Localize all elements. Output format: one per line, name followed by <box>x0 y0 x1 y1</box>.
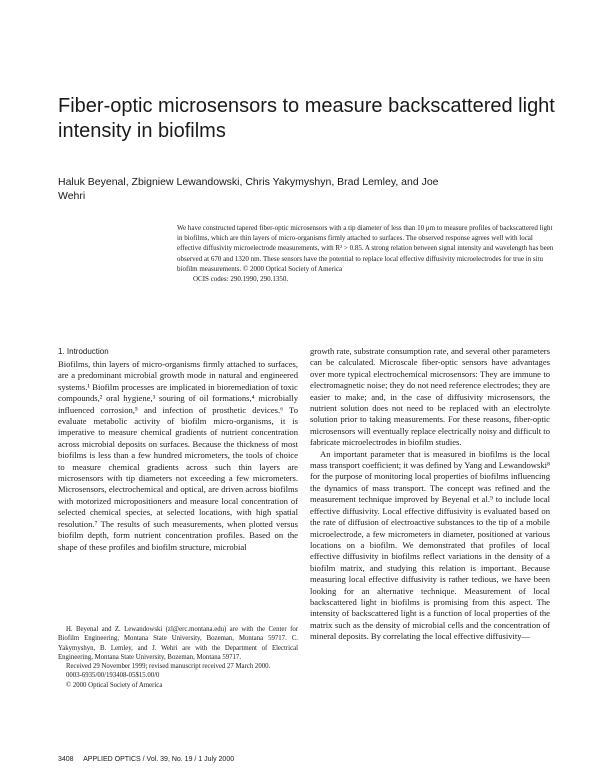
body-paragraph: growth rate, substrate consumption rate, and several other parameters can be calculated. Microscale fiber-optic sensors have advantages over more typical electrochemical microsensors: They are immune to electromagnetic noise; they do not need reference electrodes; they are easier to make; and, in the case of diffusivity microsensors, the nutrient solution does not need to be replaced with an electrolyte solution prior to taking measurements. For these reasons, fiber-optic microsensors will eventually replace electrically noisy and difficult to fabricate microelectrodes in biofilm studies. <box>310 346 550 448</box>
page-number: 3408 <box>58 756 74 763</box>
footnote-affiliation: H. Beyenal and Z. Lewandowski (zl@erc.montana.edu) are with the Center for Biofilm Engineering, Montana State University, Bozeman, Montana 59717. C. Yakymyshyn, B. Lemley, and J. Wehri are with the Department of Electrical Engineering, Montana State University, Bozeman, Montana 59717. <box>58 626 298 661</box>
footnote-copyright: © 2000 Optical Society of America <box>66 681 163 689</box>
left-column <box>58 346 298 553</box>
journal-citation: APPLIED OPTICS / Vol. 39, No. 19 / 1 July 2000 <box>83 756 235 763</box>
abstract <box>177 223 557 284</box>
affiliation-footnote <box>58 625 298 690</box>
abstract-text: We have constructed tapered fiber-optic microsensors with a tip diameter of less than 10 μm to measure profiles of backscattered light in biofilms, which are thin layers of micro-organisms firmly attached to surfaces. The observed response agrees well with local effective diffusivity microelectrode measurements, with R² > 0.85. A strong relation between signal intensity and wavelength has been observed at 670 and 1320 nm. These sensors have the potential to replace local effective diffusivity microelectrodes for true in situ biofilm measurements. © 2000 Optical Society of America <box>177 224 554 273</box>
right-column <box>310 346 550 643</box>
ocis-codes: OCIS codes: 290.1990, 290.1350. <box>193 275 289 284</box>
author-list: Haluk Beyenal, Zbigniew Lewandowski, Chris Yakymyshyn, Brad Lemley, and Joe Wehri <box>58 176 439 202</box>
paper-title: Fiber-optic microsensors to measure backscattered light intensity in biofilms <box>58 95 555 142</box>
body-paragraph: Biofilms, thin layers of micro-organisms firmly attached to surfaces, are a predominant microbial growth mode in natural and engineered systems.¹ Biofilm processes are implicated in bioremediation of toxic compounds,² oral hygiene,³ souring of oil formations,⁴ microbially influenced corrosion,⁵ and infection of prosthetic devices.⁶ To evaluate metabolic activity of biofilm micro-organisms, it is imperative to measure chemical gradients of nutrient concentration across microbial deposits on surfaces. Because the thickness of most biofilms is less than a few hundred micrometers, the tools of choice to measure chemical gradients across such thin layers are microsensors with tip diameters not exceeding a few micrometers. Microsensors, electrochemical and optical, are driven across biofilms with motorized micropositioners and measure local concentration of selected chemical species, at selected locations, with high spatial resolution.⁷ The results of such measurements, when plotted versus biofilm depth, form nutrient concentration profiles. Based on the shape of these profiles and biofilm structure, microbial <box>58 359 298 552</box>
footnote-received: Received 29 November 1999; revised manuscript received 27 March 2000. <box>66 663 271 671</box>
page-footer <box>58 755 242 764</box>
body-paragraph: An important parameter that is measured in biofilms is the local mass transport coefficient; it was defined by Yang and Lewandowski⁸ for the purpose of monitoring local properties of biofilms influencing the dynamics of mass transport. The concept was refined and the measurement technique improved by Beyenal et al.⁹ to include local effective diffusivity. Local effective diffusivity is evaluated based on the rate of diffusion of electroactive substances to the tip of a mobile microelectrode, a few micrometers in diameter, positioned at various locations on a biofilm. We demonstrated that profiles of local effective diffusivity in biofilms reflect variations in the density of a biofilm matrix, and studying this relation is important. Because measuring local effective diffusivity is rather tedious, we have been looking for an alternative technique. Measurement of local backscattered light in biofilms is promising from this aspect. The intensity of backscattered light is a function of local properties of the matrix such as the density of microbial cells and the concentration of mineral deposits. By correlating the local effective diffusivity— <box>310 448 550 642</box>
footnote-issn: 0003-6935/00/193408-05$15.00/0 <box>66 672 160 680</box>
section-heading: 1. Introduction <box>58 347 109 356</box>
